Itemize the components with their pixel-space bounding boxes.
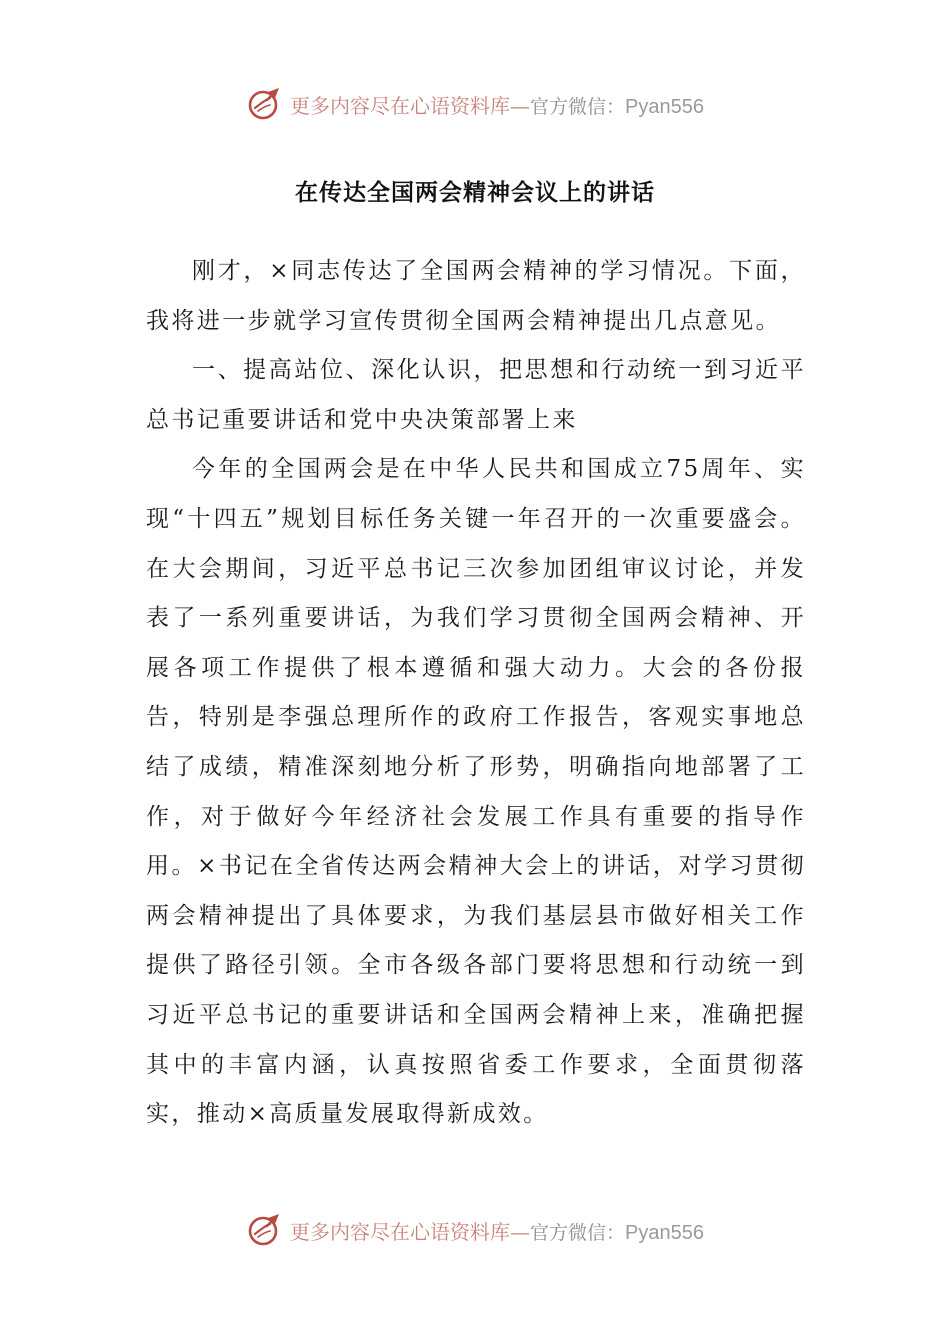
watermark-text: 更多内容尽在心语资料库—: [290, 1219, 530, 1244]
section-heading-1: 一、提高站位、深化认识，把思想和行动统一到习近平总书记重要讲话和党中央决策部署上来: [146, 357, 806, 433]
paragraph-body: 今年的全国两会是在中华人民共和国成立75周年、实现“十四五”规划目标任务关键一年召开的一次重要盛会。在大会期间，习近平总书记三次参加团组审议讨论，并发表了一系列重要讲话，为我们学习贯彻全国两会精神、开展各项工作提供了根本遵循和强大动力。大会的各份报告，特别是李强总理所作的政府工作报告，客观实事地总结了成绩，精准深刻地分析了形势，明确指向地部署了工作，对于做好今年经济社会发展工作具有重要的指导作用。×书记在全省传达两会精神大会上的讲话，对学习贯彻两会精神提出了具体要求，为我们基层县市做好相关工作提供了路径引领。全市各级各部门要将思想和行动统一到习近平总书记的重要讲话和全国两会精神上来，准确把握其中的丰富内涵，认真按照省委工作要求，全面贯彻落实，推动×高质量发展取得新成效。: [146, 456, 806, 1128]
pen-seal-icon: [246, 1212, 282, 1248]
document-body: [146, 247, 806, 1140]
watermark-wechat-id: Pyan556: [625, 95, 704, 118]
watermark-text: 更多内容尽在心语资料库—: [290, 93, 530, 118]
document-title: 在传达全国两会精神会议上的讲话: [295, 180, 655, 206]
footer-watermark: [0, 1208, 950, 1252]
watermark-wechat-label: 官方微信：: [530, 1221, 626, 1244]
watermark-wechat-id: Pyan556: [625, 1221, 704, 1244]
watermark-wechat-label: 官方微信：: [530, 95, 626, 118]
pen-seal-icon: [246, 86, 282, 122]
header-watermark: [0, 82, 950, 126]
paragraph-intro: 刚才，×同志传达了全国两会精神的学习情况。下面，我将进一步就学习宣传贯彻全国两会精神提出几点意见。: [146, 258, 806, 334]
